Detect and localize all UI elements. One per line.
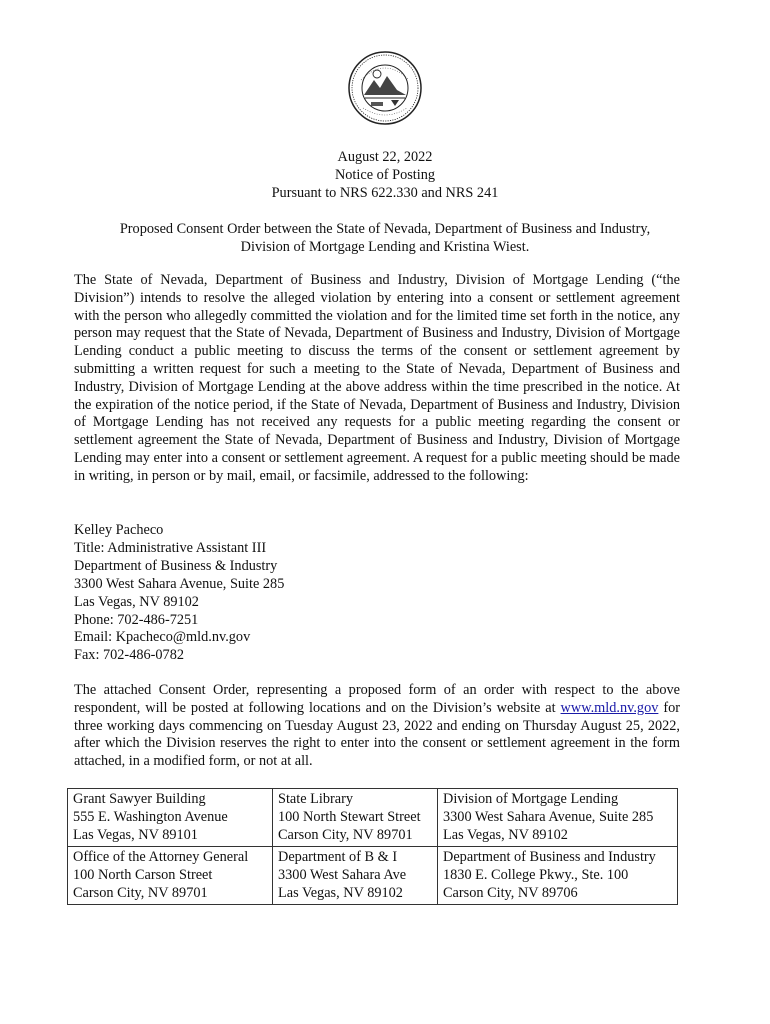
location-city: Carson City, NV 89706 — [443, 885, 578, 901]
location-street: 3300 West Sahara Avenue, Suite 285 — [443, 809, 654, 825]
location-city: Carson City, NV 89701 — [278, 827, 413, 843]
location-name: Office of the Attorney General — [73, 849, 249, 865]
notice-date: August 22, 2022 — [337, 149, 433, 165]
location-street: 1830 E. College Pkwy., Ste. 100 — [443, 867, 629, 883]
location-street: 100 North Stewart Street — [278, 809, 421, 825]
location-name: Grant Sawyer Building — [73, 791, 206, 807]
location-city: Las Vegas, NV 89102 — [443, 827, 568, 843]
contact-fax: Fax: 702-486-0782 — [74, 647, 184, 664]
location-city: Las Vegas, NV 89101 — [73, 827, 198, 843]
contact-city: Las Vegas, NV 89102 — [74, 593, 199, 610]
location-cell — [68, 789, 273, 847]
location-street: 100 North Carson Street — [73, 867, 213, 883]
contact-name: Kelley Pacheco — [74, 522, 164, 538]
posting-text-before: The attached Consent Order, representing a proposed form of an order with respect to the above respondent, will be posted at following locations and on the Division’s website at — [74, 682, 680, 716]
locations-table — [67, 788, 678, 905]
contact-email: Email: Kpacheco@mld.nv.gov — [74, 629, 251, 646]
table-row — [68, 847, 678, 905]
intro-paragraph: The State of Nevada, Department of Business and Industry, Division of Mortgage Lending (“the Division”) intends to resolve the alleged violation by entering into a consent or settlement agreement with the person who allegedly committed the violation and for the limited time set forth in the notice, any person may request that the State of Nevada, Department of Business and Industry, Division of Mortgage Lending conduct a public meeting to discuss the terms of the consent or settlement agreement by submitting a written request for such a meeting to the State of Nevada, Department of Business and Industry, Division of Mortgage Lending at the above address within the time prescribed in the notice. At the expiration of the notice period, if the State of Nevada, Department of Business and Industry, Division of Mortgage Lending has not received any requests for a public meeting regarding the consent or settlement agreement the State of Nevada, Department of Business and Industry, Division of Mortgage Lending may enter into a consent or settlement agreement. A request for a public meeting should be made in writing, in person or by mail, email, or facsimile, addressed to the following: — [74, 272, 680, 484]
location-cell — [438, 847, 678, 905]
website-link[interactable]: www.mld.nv.gov — [560, 699, 659, 716]
location-cell — [68, 847, 273, 905]
location-name: State Library — [278, 791, 354, 807]
posting-text-after: for three working days commencing on Tuesday August 23, 2022 and ending on Thursday August 25, 2022, after which the Division reserves the right to enter into the consent or settlement agreement in the form attached, in a modified form, or not at all. — [74, 699, 681, 770]
location-cell — [273, 847, 438, 905]
location-cell — [438, 789, 678, 847]
location-street: 555 E. Washington Avenue — [73, 809, 228, 825]
contact-address: 3300 West Sahara Avenue, Suite 285 — [74, 575, 285, 592]
subject-line-1: Proposed Consent Order between the State of Nevada, Department of Business and Industry, — [119, 221, 651, 237]
location-name: Division of Mortgage Lending — [443, 791, 619, 807]
location-street: 3300 West Sahara Ave — [278, 867, 407, 883]
nevada-state-seal-icon — [347, 50, 423, 126]
location-name: Department of B & I — [278, 849, 398, 865]
location-name: Department of Business and Industry — [443, 849, 656, 865]
notice-subject — [60, 220, 710, 256]
posting-paragraph — [74, 682, 680, 771]
location-city: Carson City, NV 89701 — [73, 885, 208, 901]
location-city: Las Vegas, NV 89102 — [278, 885, 403, 901]
contact-phone: Phone: 702-486-7251 — [74, 611, 199, 628]
notice-header — [60, 148, 710, 202]
location-cell — [273, 789, 438, 847]
contact-title: Title: Administrative Assistant III — [74, 539, 267, 556]
subject-line-2: Division of Mortgage Lending and Kristina Wiest. — [240, 239, 530, 255]
notice-pursuant: Pursuant to NRS 622.330 and NRS 241 — [271, 185, 499, 201]
contact-block — [74, 522, 284, 665]
table-row — [68, 789, 678, 847]
contact-department: Department of Business & Industry — [74, 557, 278, 574]
notice-title: Notice of Posting — [334, 167, 436, 183]
